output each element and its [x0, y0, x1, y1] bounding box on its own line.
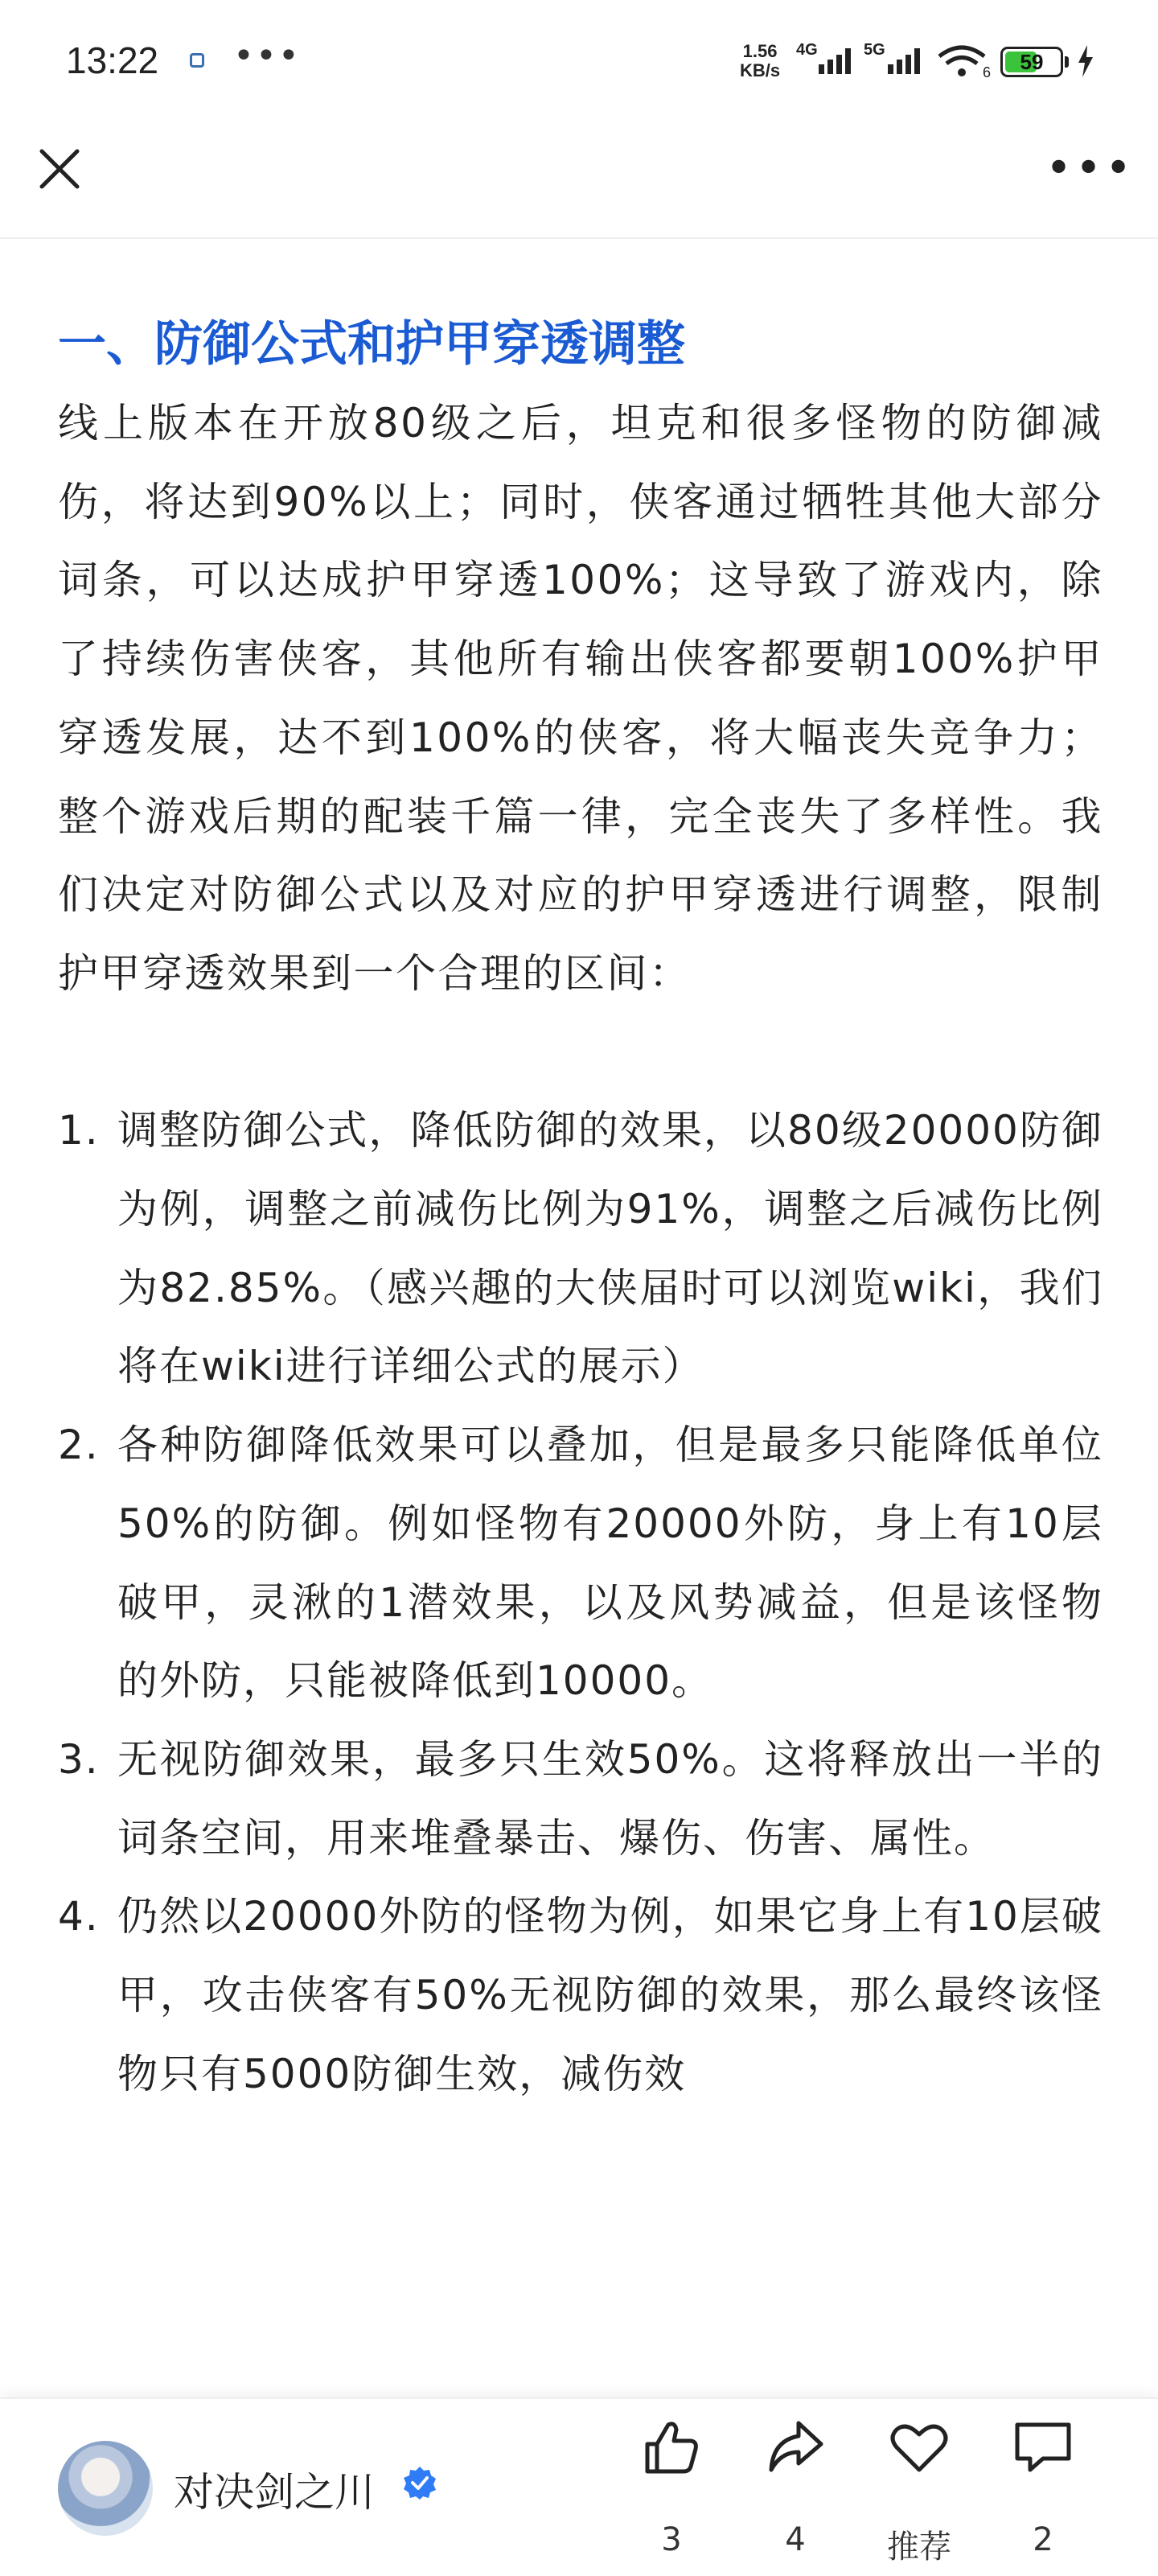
- battery-level: 59: [1020, 50, 1044, 74]
- author-name[interactable]: 对决剑之川: [174, 2469, 375, 2516]
- thumbs-up-icon: [639, 2415, 704, 2479]
- like-count: 3: [661, 2521, 682, 2558]
- article-body: [58, 304, 1103, 2396]
- charging-icon: [1076, 43, 1095, 79]
- share-count: 4: [785, 2521, 806, 2558]
- adjustment-list: [58, 1092, 1103, 2113]
- wifi-sub: 6: [983, 64, 992, 79]
- signal-icon: [796, 40, 854, 79]
- article-heading: 一、防御公式和护甲穿透调整: [58, 316, 685, 372]
- list-number: 3.: [58, 1735, 100, 1783]
- notification-icon: [190, 53, 204, 68]
- share-icon: [763, 2415, 827, 2479]
- wifi-icon: [936, 43, 992, 79]
- battery-tip: [1065, 56, 1069, 68]
- recommend-button[interactable]: [867, 2415, 971, 2566]
- list-item: [58, 1092, 1103, 1406]
- comment-button[interactable]: [991, 2415, 1095, 2560]
- speed-unit: KB/s: [740, 60, 781, 80]
- list-text: 仍然以20000外防的怪物为例，如果它身上有10层破甲，攻击侠客有50%无视防御的效果，那么最终该怪物只有5000防御生效，减伤效: [117, 1893, 1103, 2097]
- verified-badge-icon: [402, 2465, 437, 2500]
- list-text: 无视防御效果，最多只生效50%。这将释放出一半的词条空间，用来堆叠暴击、爆伤、伤害、属性。: [117, 1735, 1103, 1862]
- comment-count: 2: [1033, 2521, 1053, 2558]
- speed-value: 1.56: [742, 41, 778, 61]
- more-dots-icon: •••: [233, 35, 301, 76]
- more-icon[interactable]: •••: [1045, 142, 1135, 195]
- bottom-bar: [0, 2397, 1158, 2576]
- list-item: [58, 1406, 1103, 1721]
- share-button[interactable]: [743, 2415, 848, 2560]
- top-nav: [0, 121, 1158, 239]
- paragraph-gap: [58, 1014, 1103, 1093]
- list-text: 调整防御公式，降低防御的效果，以80级20000防御为例，调整之前减伤比例为91%，调整之后减伤比例为82.85%。（感兴趣的大侠届时可以浏览wiki，我们将在wiki进行详细公式的展示）: [117, 1107, 1103, 1390]
- comment-icon: [1011, 2415, 1075, 2479]
- signal-icon-2: [864, 40, 928, 79]
- close-icon[interactable]: [35, 145, 84, 193]
- heart-icon: [887, 2415, 951, 2479]
- network-speed: [740, 42, 780, 80]
- list-text: 各种防御降低效果可以叠加，但是最多只能降低单位50%的防御。例如怪物有20000外防，身上有10层破甲，灵湫的1潜效果，以及风势减益，但是该怪物的外防，只能被降低到10000。: [117, 1422, 1103, 1705]
- net1-label: 4G: [796, 41, 818, 59]
- status-time: 13:22: [66, 39, 159, 81]
- status-bar: [0, 0, 1158, 121]
- list-item: [58, 1878, 1103, 2113]
- like-button[interactable]: [619, 2415, 724, 2560]
- recommend-label: 推荐: [887, 2529, 951, 2566]
- list-number: 2.: [58, 1422, 100, 1469]
- battery-icon: [1000, 47, 1063, 77]
- list-item: [58, 1721, 1103, 1878]
- list-number: 4.: [58, 1893, 100, 1940]
- list-number: 1.: [58, 1107, 100, 1154]
- article-paragraph: 线上版本在开放80级之后，坦克和很多怪物的防御减伤，将达到90%以上；同时，侠客通过牺牲其他大部分词条，可以达成护甲穿透100%；这导致了游戏内，除了持续伤害侠客，其他所有输出侠客都要朝100%护甲穿透发展，达不到100%的侠客，将大幅丧失竞争力；整个游戏后期的配装千篇一律，完全丧失了多样性。我们决定对防御公式以及对应的护甲穿透进行调整，限制护甲穿透效果到一个合理的区间：: [58, 400, 1103, 997]
- avatar[interactable]: [58, 2441, 153, 2536]
- net2-label: 5G: [864, 41, 885, 59]
